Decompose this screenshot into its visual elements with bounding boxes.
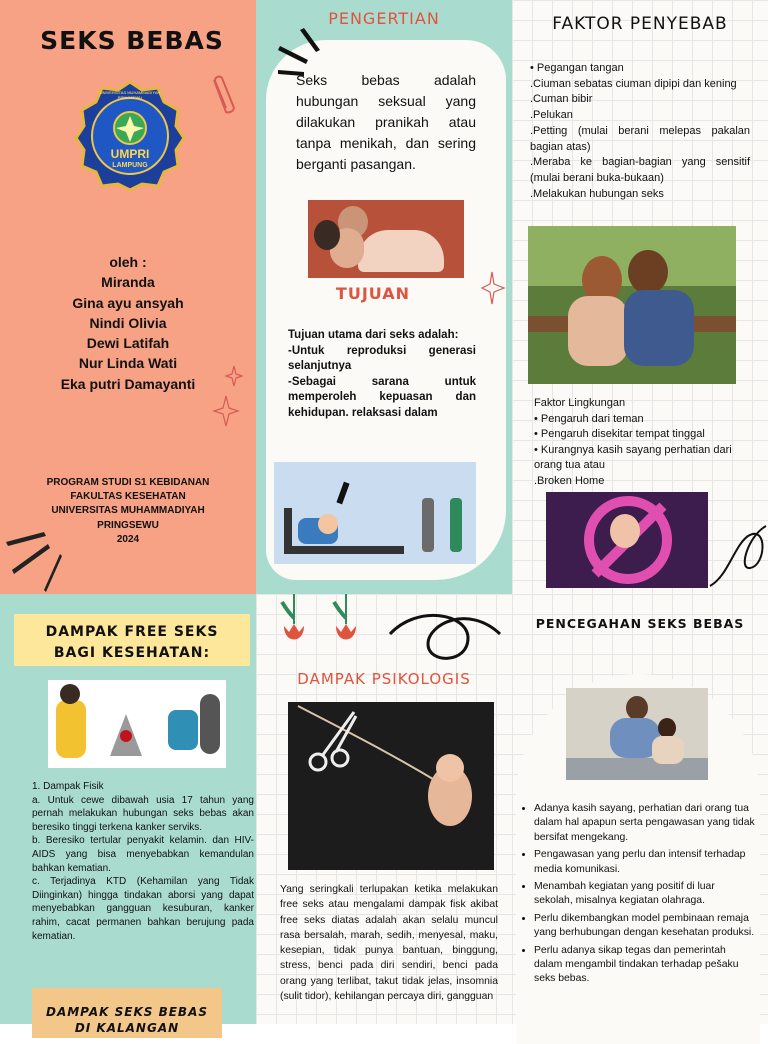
prevention-list — [520, 802, 756, 990]
sparkle-icon — [214, 364, 244, 430]
psychological-panel — [256, 594, 512, 1024]
prevention-item: • Adanya kasih sayang, perhatian dari orang tua dalam hal apapun serta pengawasan yang tidak bersifat mengekang. — [534, 802, 756, 845]
goal-block: Tujuan utama dari seks adalah: -Untuk reproduksi generasi selanjutnya -Sebagai sarana untuk memperoleh kepuasan dan kehidupan. relaksasi dalam — [288, 329, 476, 419]
squiggle-decoration — [388, 594, 512, 674]
author-name: Gina ayu ansyah — [72, 294, 184, 311]
teen-couple-photo — [528, 226, 736, 384]
broken-home-illustration — [546, 492, 708, 588]
by-label: oleh : — [109, 254, 147, 270]
prevention-item: • Pengawasan yang perlu dan intensif terhadap media komunikasi. — [534, 848, 756, 877]
prevention-panel — [512, 594, 768, 1024]
squiggle-decoration — [708, 516, 768, 592]
prevention-item: • Perlu dikembangkan model pembinaan remaja yang berhubungan dengan kesehatan produksi. — [534, 912, 756, 941]
author-name: Miranda — [101, 274, 155, 291]
family-illustration — [274, 462, 476, 564]
couple-photo — [308, 200, 464, 278]
health-illustration — [48, 680, 226, 768]
university-logo — [72, 80, 188, 192]
author-name: Eka putri Damayanti — [60, 375, 196, 392]
scissors-icon — [310, 712, 356, 770]
fetus-scissors-image — [288, 702, 494, 870]
institution-block: PROGRAM STUDI S1 KEBIDANAN FAKULTAS KESEHATAN UNIVERSITAS MUHAMMADIYAH PRINGSEWU 2024 — [46, 477, 210, 545]
definition-text: Seks bebas adalah hubungan seksual yang dilakukan pranikah atau tanpa menikah, dan sering berganti pasangan. — [296, 72, 476, 172]
parent-child-photo — [566, 688, 708, 780]
sparkle-icon — [480, 270, 506, 306]
prevention-heading: PENCEGAHAN SEKS BEBAS — [535, 616, 745, 631]
footer-box-text: DAMPAK SEKS BEBAS DI KALANGAN — [45, 1005, 209, 1035]
cover-title: SEKS BEBAS — [40, 26, 224, 55]
causes-list: • Pegangan tangan .Ciuman sebatas ciuman dipipi dan kening .Cuman bibir .Pelukan .Petting (mulai berani melepas pakalan bagian atas) .Meraba ke bagian-bagian yang sensitif (mulai berani buka-bukaan) .Melakukan hubungan seks — [530, 62, 750, 200]
author-name: Dewi Latifah — [86, 335, 170, 352]
tulip-icon — [274, 594, 374, 654]
psychological-text: Yang seringkali terlupakan ketika melakukan free seks atau mengalami dampak fisk akibat free seks diatas adalah akan selalu muncul rasa bersalah, marah, sedih, menyesal, maku, kesepian, tidak punya bantuan, binggung, stress, benci pada diri sendiri, benci pada orang yang terlibat, takut tidak jelas, insomnia (sulit tidor), kehilangan percaya diri, gangguan — [280, 884, 498, 1003]
paperclip-icon — [206, 72, 236, 118]
definition-panel — [256, 0, 512, 594]
author-name: Nindi Olivia — [89, 314, 167, 331]
psychological-heading: DAMPAK PSIKOLOGIS — [297, 670, 471, 688]
dash-decoration — [4, 530, 64, 592]
cover-panel — [0, 0, 256, 594]
health-impact-panel — [0, 594, 256, 1035]
causes-panel — [512, 0, 768, 594]
goal-heading: TUJUAN — [335, 284, 411, 303]
prevention-item: • Perlu adanya sikap tegas dan pemerintah dalam mengambil tindakan terhadap pešaku seks bebas. — [534, 944, 756, 987]
health-heading: DAMPAK FREE SEKS BAGI KESEHATAN: — [45, 624, 219, 661]
author-name: Nur Linda Wati — [78, 355, 178, 372]
logo-top-text: UNIVERSITAS MUHAMMADIYAH PRINGSEWU — [99, 90, 161, 100]
logo-bottom-text: LAMPUNG — [112, 162, 148, 169]
prevention-item: • Menambah kegiatan yang positif di luar sekolah, misalnya kegiatan olahraga. — [534, 880, 756, 909]
logo-center-text: UMPRI — [110, 147, 150, 161]
health-text-block: 1. Dampak Fisik a. Untuk cewe dibawah usia 17 tahun yang pernah melakukan hubungan seks bebas akan beresiko tinggi terkena kanker serviks. b. Beresiko tertular penyakit kelamin. dan HIV-AIDS yang bisa menyebabkan kemandulan bahkan kematian. c. Terjadinya KTD (Kehamilan yang Tidak Diinginkan) hingga tindakan aborsi yang dapat menyebabkan gangguan kesuburan, kanker rahim, cacat permanen bahkan berujung pada kematian. — [32, 781, 254, 942]
environment-block: Faktor Lingkungan • Pengaruh dari teman • Pengaruh disekitar tempat tinggal • Kurangnya kasih sayang perhatian dari orang tua atau .Broken Home — [534, 397, 732, 487]
causes-heading: FAKTOR PENYEBAB — [552, 14, 728, 34]
definition-heading: PENGERTIAN — [328, 9, 440, 28]
